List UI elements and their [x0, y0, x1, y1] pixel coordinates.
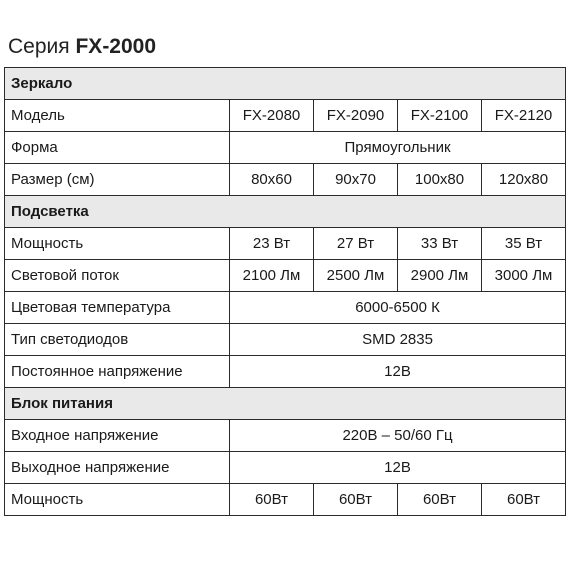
- table-row: [5, 260, 566, 292]
- table-row: [5, 420, 566, 452]
- table-cell: 120х80: [482, 164, 566, 196]
- section-header-mirror: [5, 68, 566, 100]
- row-label: Мощность: [5, 228, 230, 260]
- table-cell: FX-2080: [230, 100, 314, 132]
- section-header-power-supply: [5, 388, 566, 420]
- row-label: Мощность: [5, 484, 230, 516]
- table-cell-span: 6000-6500 К: [230, 292, 566, 324]
- table-cell: 90х70: [314, 164, 398, 196]
- table-cell: FX-2100: [398, 100, 482, 132]
- table-cell: 23 Вт: [230, 228, 314, 260]
- title-prefix: Серия: [8, 35, 70, 58]
- table-row: [5, 356, 566, 388]
- section-title: Подсветка: [5, 196, 566, 228]
- table-cell: 2500 Лм: [314, 260, 398, 292]
- row-label: Цветовая температура: [5, 292, 230, 324]
- table-cell: 27 Вт: [314, 228, 398, 260]
- table-cell: 2100 Лм: [230, 260, 314, 292]
- table-row: [5, 228, 566, 260]
- row-label: Форма: [5, 132, 230, 164]
- table-row: [5, 452, 566, 484]
- table-cell: 100х80: [398, 164, 482, 196]
- table-cell-span: SMD 2835: [230, 324, 566, 356]
- table-cell: 60Вт: [398, 484, 482, 516]
- section-title: Блок питания: [5, 388, 566, 420]
- row-label: Модель: [5, 100, 230, 132]
- table-cell: FX-2120: [482, 100, 566, 132]
- table-cell-span: Прямоугольник: [230, 132, 566, 164]
- table-cell: 60Вт: [314, 484, 398, 516]
- table-cell-span: 220В – 50/60 Гц: [230, 420, 566, 452]
- table-cell: 60Вт: [482, 484, 566, 516]
- row-label: Световой поток: [5, 260, 230, 292]
- row-label: Постоянное напряжение: [5, 356, 230, 388]
- table-cell: 35 Вт: [482, 228, 566, 260]
- table-row: [5, 132, 566, 164]
- row-label: Выходное напряжение: [5, 452, 230, 484]
- table-cell: FX-2090: [314, 100, 398, 132]
- title-series: FX-2000: [75, 35, 157, 58]
- table-row: [5, 484, 566, 516]
- table-cell: 33 Вт: [398, 228, 482, 260]
- table-row: [5, 100, 566, 132]
- table-row: [5, 292, 566, 324]
- table-cell: 3000 Лм: [482, 260, 566, 292]
- table-row: [5, 324, 566, 356]
- table-row: [5, 164, 566, 196]
- section-header-backlight: [5, 196, 566, 228]
- page-title: [8, 34, 156, 60]
- row-label: Размер (см): [5, 164, 230, 196]
- row-label: Входное напряжение: [5, 420, 230, 452]
- spec-table: [4, 67, 566, 516]
- row-label: Тип светодиодов: [5, 324, 230, 356]
- section-title: Зеркало: [5, 68, 566, 100]
- table-cell: 60Вт: [230, 484, 314, 516]
- table-cell: 2900 Лм: [398, 260, 482, 292]
- table-cell-span: 12В: [230, 452, 566, 484]
- table-cell: 80х60: [230, 164, 314, 196]
- table-cell-span: 12В: [230, 356, 566, 388]
